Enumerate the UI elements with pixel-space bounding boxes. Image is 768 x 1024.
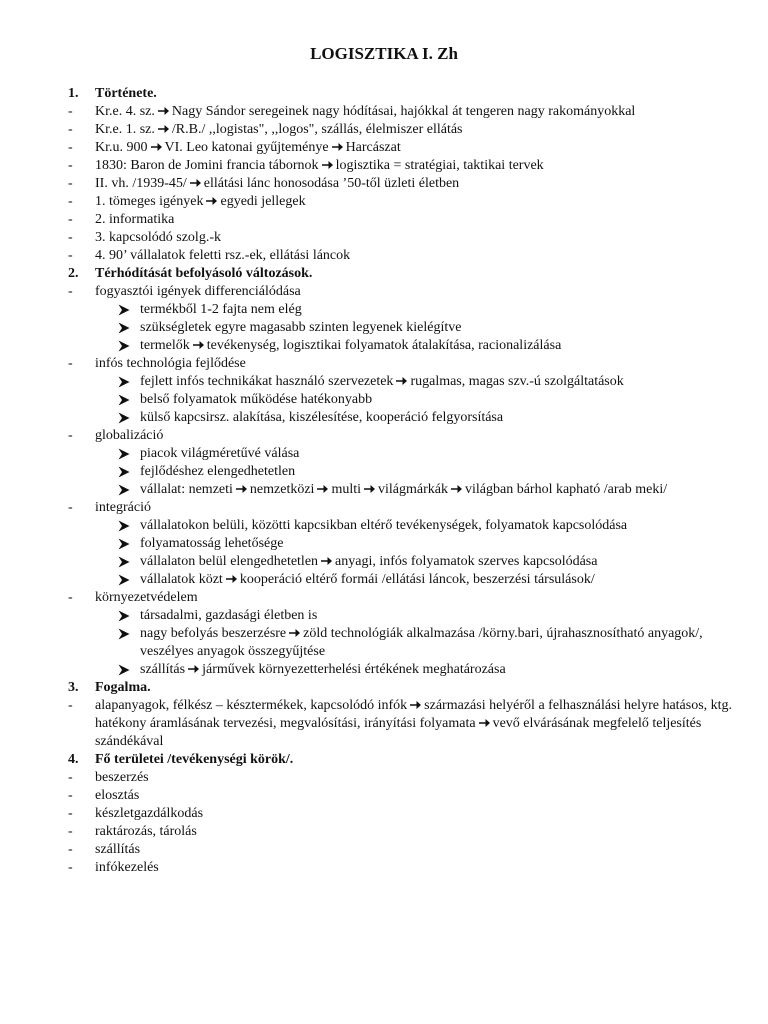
right-arrow-icon [236, 484, 247, 494]
sub-list-item [118, 301, 738, 319]
list-item [68, 859, 738, 877]
list-item [68, 841, 738, 859]
text-segment: 4. 90’ vállalatok feletti rsz.-ek, ellátási láncok [95, 248, 351, 263]
sub-list-item [118, 319, 738, 337]
arrowhead-bullet-icon [118, 484, 130, 496]
right-arrow-icon [289, 628, 300, 638]
section-title: Története. [95, 86, 157, 101]
text-segment: vállalatok közt [140, 572, 223, 587]
arrowhead-bullet-icon [118, 412, 130, 424]
right-arrow-icon [396, 376, 407, 386]
dash-marker: - [68, 770, 73, 785]
arrowhead-bullet-icon [118, 448, 130, 460]
text-segment: Kr.u. 900 [95, 140, 148, 155]
sub-list-item [118, 571, 738, 589]
list-item-text [95, 355, 738, 373]
arrowhead-bullet-icon [118, 664, 130, 676]
text-segment: vállalatokon belüli, közötti kapcsikban eltérő tevékenységek, folyamatok kapcsolódása [140, 518, 628, 533]
list-item [68, 103, 738, 121]
right-arrow-icon [158, 106, 169, 116]
dash-marker: - [68, 824, 73, 839]
list-item-text [95, 787, 738, 805]
dash-marker: - [68, 248, 73, 263]
sub-list-item [118, 445, 738, 463]
text-segment: társadalmi, gazdasági életben is [140, 608, 318, 623]
dash-marker: - [68, 230, 73, 245]
text-segment: ellátási lánc honosodása ’50-től üzleti életben [203, 176, 460, 191]
list-item-text [95, 229, 738, 247]
sub-list-item [118, 553, 738, 571]
right-arrow-icon [193, 340, 204, 350]
list-item-text [95, 139, 738, 157]
text-segment: Nagy Sándor seregeinek nagy hódításai, hajókkal át tengeren nagy rakományokkal [171, 104, 636, 119]
text-segment: Harcászat [345, 140, 401, 155]
right-arrow-icon [158, 124, 169, 134]
sub-list-item [118, 337, 738, 355]
section-heading [68, 751, 738, 769]
text-segment: anyagi, infós folyamatok szerves kapcsolódása [335, 554, 598, 569]
list-item [68, 283, 738, 301]
text-segment: külső kapcsirsz. alakítása, kiszélesítése, kooperáció felgyorsítása [140, 410, 504, 425]
text-segment: szükségletek egyre magasabb szinten legyenek kielégítve [140, 320, 462, 335]
section-number: 2. [68, 266, 79, 281]
dash-marker: - [68, 860, 73, 875]
list-item [68, 499, 738, 517]
arrowhead-bullet-icon [118, 394, 130, 406]
text-segment: integráció [95, 500, 151, 515]
dash-marker: - [68, 590, 73, 605]
dash-marker: - [68, 428, 73, 443]
text-segment: Kr.e. 1. sz. [95, 122, 155, 137]
text-segment: szállítás [95, 842, 141, 857]
list-item-text [95, 211, 738, 229]
sub-list-item [118, 373, 738, 391]
dash-marker: - [68, 176, 73, 191]
list-item [68, 589, 738, 607]
list-item [68, 139, 738, 157]
right-arrow-icon [151, 142, 162, 152]
sub-list-item [118, 607, 738, 625]
text-segment: raktározás, tárolás [95, 824, 197, 839]
arrowhead-bullet-icon [118, 322, 130, 334]
list-item [68, 193, 738, 211]
arrowhead-bullet-icon [118, 628, 130, 640]
list-item-text [95, 427, 738, 445]
dash-marker: - [68, 122, 73, 137]
list-item [68, 229, 738, 247]
text-segment: világban bárhol kapható /arab meki/ [464, 482, 668, 497]
sub-list-item [118, 409, 738, 427]
dash-marker: - [68, 842, 73, 857]
text-segment: fejlődéshez elengedhetetlen [140, 464, 296, 479]
arrowhead-bullet-icon [118, 556, 130, 568]
list-item-text [95, 589, 738, 607]
right-arrow-icon [190, 178, 201, 188]
sub-list-item [118, 463, 738, 481]
text-segment: 3. kapcsolódó szolg.-k [95, 230, 221, 245]
text-segment: környezetvédelem [95, 590, 198, 605]
section-number: 3. [68, 680, 79, 695]
text-segment: /R.B./ ,,logistas", ,,logos", szállás, élelmiszer ellátás [171, 122, 463, 137]
text-segment: járművek környezetterhelési értékének meghatározása [202, 662, 506, 677]
section-heading [68, 85, 738, 103]
section-heading [68, 265, 738, 283]
section-number: 1. [68, 86, 79, 101]
sub-list-item [118, 535, 738, 553]
text-segment: alapanyagok, félkész – késztermékek, kapcsolódó infók [95, 698, 408, 713]
right-arrow-icon [322, 160, 333, 170]
text-segment: II. vh. /1939-45/ [95, 176, 187, 191]
arrowhead-bullet-icon [118, 376, 130, 388]
sub-list-item [118, 661, 738, 679]
section-number: 4. [68, 752, 79, 767]
text-segment: tevékenység, logisztikai folyamatok átalakítása, racionalizálása [206, 338, 562, 353]
text-segment: infókezelés [95, 860, 159, 875]
text-segment: infós technológia fejlődése [95, 356, 246, 371]
text-segment: 2. informatika [95, 212, 175, 227]
text-segment: kooperáció eltérő formái /ellátási láncok, beszerzési társulások/ [239, 572, 595, 587]
text-segment: zöld technológiák alkalmazása /körny.bari, újrahasznosítható anyagok/, veszélyes anyagok összegyűjtése [140, 626, 703, 659]
dash-marker: - [68, 212, 73, 227]
list-item [68, 211, 738, 229]
section-title: Térhódítását befolyásoló változások. [95, 266, 313, 281]
list-item [68, 823, 738, 841]
right-arrow-icon [410, 700, 421, 710]
list-item [68, 805, 738, 823]
right-arrow-icon [321, 556, 332, 566]
dash-marker: - [68, 104, 73, 119]
right-arrow-icon [226, 574, 237, 584]
dash-marker: - [68, 194, 73, 209]
text-segment: szállítás [140, 662, 186, 677]
list-item-text [95, 193, 738, 211]
arrowhead-bullet-icon [118, 466, 130, 478]
list-item-text [95, 283, 738, 301]
list-item-text [95, 103, 738, 121]
text-segment: beszerzés [95, 770, 149, 785]
arrowhead-bullet-icon [118, 538, 130, 550]
list-item [68, 769, 738, 787]
text-segment: egyedi jellegek [220, 194, 306, 209]
right-arrow-icon [317, 484, 328, 494]
list-item-text [95, 697, 738, 751]
arrowhead-bullet-icon [118, 340, 130, 352]
sub-list-item [118, 481, 738, 499]
text-segment: elosztás [95, 788, 140, 803]
text-segment: belső folyamatok működése hatékonyabb [140, 392, 373, 407]
document-title: LOGISZTIKA I. Zh [310, 44, 458, 63]
text-segment: 1. tömeges igények [95, 194, 204, 209]
dash-marker: - [68, 158, 73, 173]
dash-marker: - [68, 806, 73, 821]
right-arrow-icon [188, 664, 199, 674]
dash-marker: - [68, 788, 73, 803]
list-item [68, 787, 738, 805]
list-item [68, 121, 738, 139]
list-item [68, 355, 738, 373]
arrowhead-bullet-icon [118, 520, 130, 532]
text-segment: logisztika = stratégiai, taktikai tervek [335, 158, 544, 173]
text-segment: termelők [140, 338, 190, 353]
list-item [68, 697, 738, 751]
dash-marker: - [68, 140, 73, 155]
text-segment: származási helyéről a felhasználási helyre hatásos, ktg. hatékony áramlásának tervezési, megvalósítási, irányítási folyamata [95, 698, 733, 731]
document-body [68, 85, 738, 877]
text-segment: piacok világméretűvé válása [140, 446, 300, 461]
section-title: Fogalma. [95, 680, 151, 695]
sub-list-item [118, 625, 738, 661]
text-segment: 1830: Baron de Jomini francia tábornok [95, 158, 319, 173]
list-item-text [95, 859, 738, 877]
text-segment: vevő elvárásának megfelelő teljesítés szándékával [95, 716, 702, 749]
list-item-text [95, 175, 738, 193]
section-title: Fő területei /tevékenységi körök/. [95, 752, 294, 767]
list-item-text [95, 769, 738, 787]
text-segment: multi [331, 482, 361, 497]
text-segment: fogyasztói igények differenciálódása [95, 284, 301, 299]
text-segment: vállalaton belül elengedhetetlen [140, 554, 319, 569]
dash-marker: - [68, 356, 73, 371]
arrowhead-bullet-icon [118, 574, 130, 586]
right-arrow-icon [479, 718, 490, 728]
list-item-text [95, 805, 738, 823]
text-segment: vállalat: nemzeti [140, 482, 233, 497]
right-arrow-icon [206, 196, 217, 206]
text-segment: Kr.e. 4. sz. [95, 104, 155, 119]
dash-marker: - [68, 500, 73, 515]
dash-marker: - [68, 698, 73, 713]
text-segment: nemzetközi [249, 482, 315, 497]
text-segment: rugalmas, magas szv.-ú szolgáltatások [410, 374, 624, 389]
section-heading [68, 679, 738, 697]
text-segment: VI. Leo katonai gyűjteménye [164, 140, 329, 155]
text-segment: nagy befolyás beszerzésre [140, 626, 287, 641]
list-item-text [95, 157, 738, 175]
arrowhead-bullet-icon [118, 610, 130, 622]
list-item [68, 247, 738, 265]
list-item-text [95, 121, 738, 139]
list-item-text [95, 841, 738, 859]
text-segment: fejlett infós technikákat használó szervezetek [140, 374, 394, 389]
text-segment: termékből 1-2 fajta nem elég [140, 302, 302, 317]
text-segment: készletgazdálkodás [95, 806, 204, 821]
arrowhead-bullet-icon [118, 304, 130, 316]
list-item-text [95, 823, 738, 841]
list-item [68, 157, 738, 175]
text-segment: globalizáció [95, 428, 164, 443]
dash-marker: - [68, 284, 73, 299]
text-segment: világmárkák [378, 482, 448, 497]
right-arrow-icon [451, 484, 462, 494]
list-item-text [95, 499, 738, 517]
right-arrow-icon [332, 142, 343, 152]
text-segment: folyamatosság lehetősége [140, 536, 284, 551]
right-arrow-icon [364, 484, 375, 494]
list-item-text [95, 247, 738, 265]
list-item [68, 427, 738, 445]
list-item [68, 175, 738, 193]
sub-list-item [118, 391, 738, 409]
sub-list-item [118, 517, 738, 535]
